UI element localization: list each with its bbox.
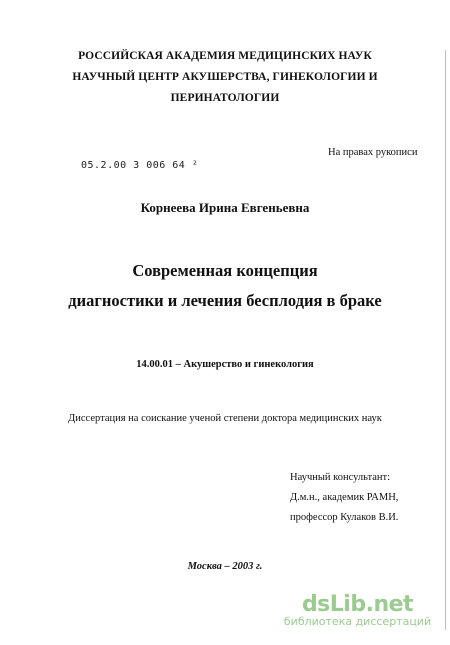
scan-edge — [445, 50, 446, 630]
watermark — [270, 592, 445, 628]
degree-statement: Диссертация на соискание ученой степени доктора медицинских наук — [68, 413, 382, 424]
institution-line-2: НАУЧНЫЙ ЦЕНТР АКУШЕРСТВА, ГИНЕКОЛОГИИ И — [72, 71, 378, 83]
consultant-block — [290, 468, 398, 528]
specialty: 14.00.01 – Акушерство и гинекология — [136, 359, 314, 370]
author-name: Корнеева Ирина Евгеньевна — [140, 200, 310, 215]
watermark-subtitle: библиотека диссертаций — [283, 615, 432, 628]
consultant-label: Научный консультант: — [290, 472, 391, 483]
title-line-2: диагностики и лечения бесплодия в браке — [68, 291, 382, 310]
watermark-logo: dsLib.net — [301, 592, 414, 617]
archive-stamp: 05.2.00 3 006 64 ² — [81, 160, 199, 171]
institution-line-3: ПЕРИНАТОЛОГИИ — [170, 92, 280, 104]
institution-line-1: РОССИЙСКАЯ АКАДЕМИЯ МЕДИЦИНСКИХ НАУК — [78, 50, 372, 62]
consultant-name: профессор Кулаков В.И. — [290, 512, 399, 523]
consultant-degree: Д.м.н., академик РАМН, — [290, 492, 399, 503]
title-line-1: Современная концепция — [132, 261, 318, 280]
rights-note: На правах рукописи — [328, 147, 418, 158]
place-year: Москва – 2003 г. — [187, 561, 263, 572]
